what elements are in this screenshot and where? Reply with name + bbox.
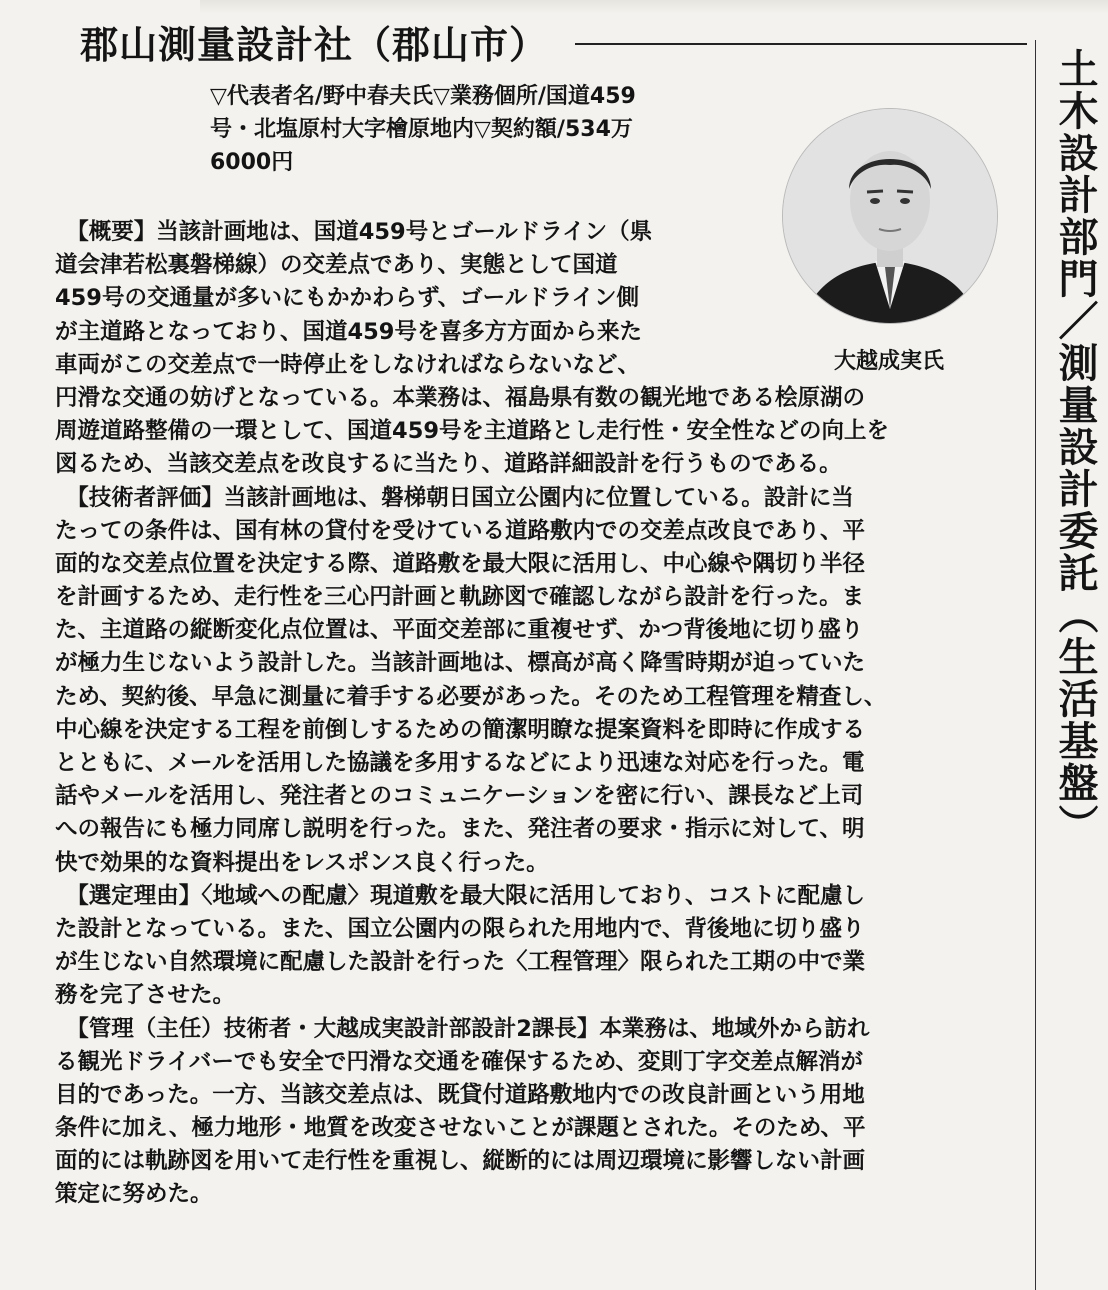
body-line: 面的には軌跡図を用いて走行性を重視し、縦断的には周辺環境に影響しない計画 xyxy=(55,1148,866,1175)
category-vertical-title: 土木設計部門／測量設計委託（生活基盤） xyxy=(1052,48,1098,846)
body-line: を計画するため、走行性を三心円計画と軌跡図で確認しながら設計を行った。ま xyxy=(55,584,865,611)
body-line: とともに、メールを活用した協議を多用するなどにより迅速な対応を行った。電 xyxy=(55,750,865,776)
body-line: 面的な交差点位置を決定する際、道路敷を最大限に活用し、中心線や隅切り半径 xyxy=(55,550,866,577)
meta-line: 号・北塩原村大字檜原地内▽契約額/534万 xyxy=(210,117,633,142)
body-line: 459号の交通量が多いにもかかわらず、ゴールドライン側 xyxy=(55,285,640,312)
body-line: 話やメールを活用し、発注者とのコミュニケーションを密に行い、課長など上司 xyxy=(55,783,864,810)
body-line: た、主道路の縦断変化点位置は、平面交差部に重複せず、かつ背後地に切り盛り xyxy=(55,617,864,644)
body-line: 【管理（主任）技術者・大越成実設計部設計2課長】本業務は、地域外から訪れ xyxy=(55,1015,870,1042)
body-line: た設計となっている。また、国立公園内の限られた用地内で、背後地に切り盛り xyxy=(55,915,865,942)
body-line: 【概要】当該計画地は、国道459号とゴールドライン（県 xyxy=(55,219,653,245)
body-line: 【選定理由】〈地域への配慮〉現道敷を最大限に活用しており、コストに配慮し xyxy=(55,882,866,909)
previous-article-bleed xyxy=(200,0,1108,14)
vertical-divider xyxy=(1035,40,1036,1290)
body-line: 円滑な交通の妨げとなっている。本業務は、福島県有数の観光地である桧原湖の xyxy=(55,384,866,411)
company-name-heading: 郡山測量設計社（郡山市） xyxy=(80,23,549,67)
body-line: への報告にも極力同席し説明を行った。また、発注者の要求・指示に対して、明 xyxy=(55,816,865,843)
body-line: 車両がこの交差点で一時停止をしなければならないなど、 xyxy=(55,351,641,378)
body-line: が主道路となっており、国道459号を喜多方方面から来た xyxy=(55,318,642,345)
body-line: 目的であった。一方、当該交差点は、既貸付道路敷地内での改良計画という用地 xyxy=(55,1081,865,1108)
body-line: 策定に努めた。 xyxy=(55,1181,213,1208)
meta-line: 6000円 xyxy=(210,150,294,175)
body-line: 図るため、当該交差点を改良するに当たり、道路詳細設計を行うものである。 xyxy=(55,451,842,478)
body-line: 【技術者評価】当該計画地は、磐梯朝日国立公園内に位置している。設計に当 xyxy=(55,484,854,511)
article-body xyxy=(55,216,1025,1212)
body-line: 道会津若松裏磐梯線）の交差点であり、実態として国道 xyxy=(55,252,618,279)
body-line: 務を完了させた。 xyxy=(55,982,236,1009)
body-line: 周遊道路整備の一環として、国道459号を主道路とし走行性・安全性などの向上を xyxy=(55,418,890,445)
body-line: 中心線を決定する工程を前倒しするための簡潔明瞭な提案資料を即時に作成する xyxy=(55,716,866,743)
body-line: る観光ドライバーでも安全で円滑な交通を確保するため、変則丁字交差点解消が xyxy=(55,1048,863,1075)
body-line: が極力生じないよう設計した。当該計画地は、標高が高く降雪時期が迫っていた xyxy=(55,650,866,677)
body-line: ため、契約後、早急に測量に着手する必要があった。そのため工程管理を精査し、 xyxy=(55,683,887,710)
body-line: 快で効果的な資料提出をレスポンス良く行った。 xyxy=(55,849,549,876)
award-meta-info xyxy=(210,80,760,179)
body-line: 条件に加え、極力地形・地質を改変させないことが課題とされた。そのため、平 xyxy=(55,1115,866,1142)
body-line: が生じない自然環境に配慮した設計を行った〈工程管理〉限られた工期の中で業 xyxy=(55,949,866,976)
body-line: たっての条件は、国有林の貸付を受けている道路敷内での交差点改良であり、平 xyxy=(55,517,866,544)
meta-line: ▽代表者名/野中春夫氏▽業務個所/国道459 xyxy=(210,84,636,109)
heading-rule xyxy=(575,43,1027,45)
photo-caption: 大越成実氏 xyxy=(833,349,944,374)
